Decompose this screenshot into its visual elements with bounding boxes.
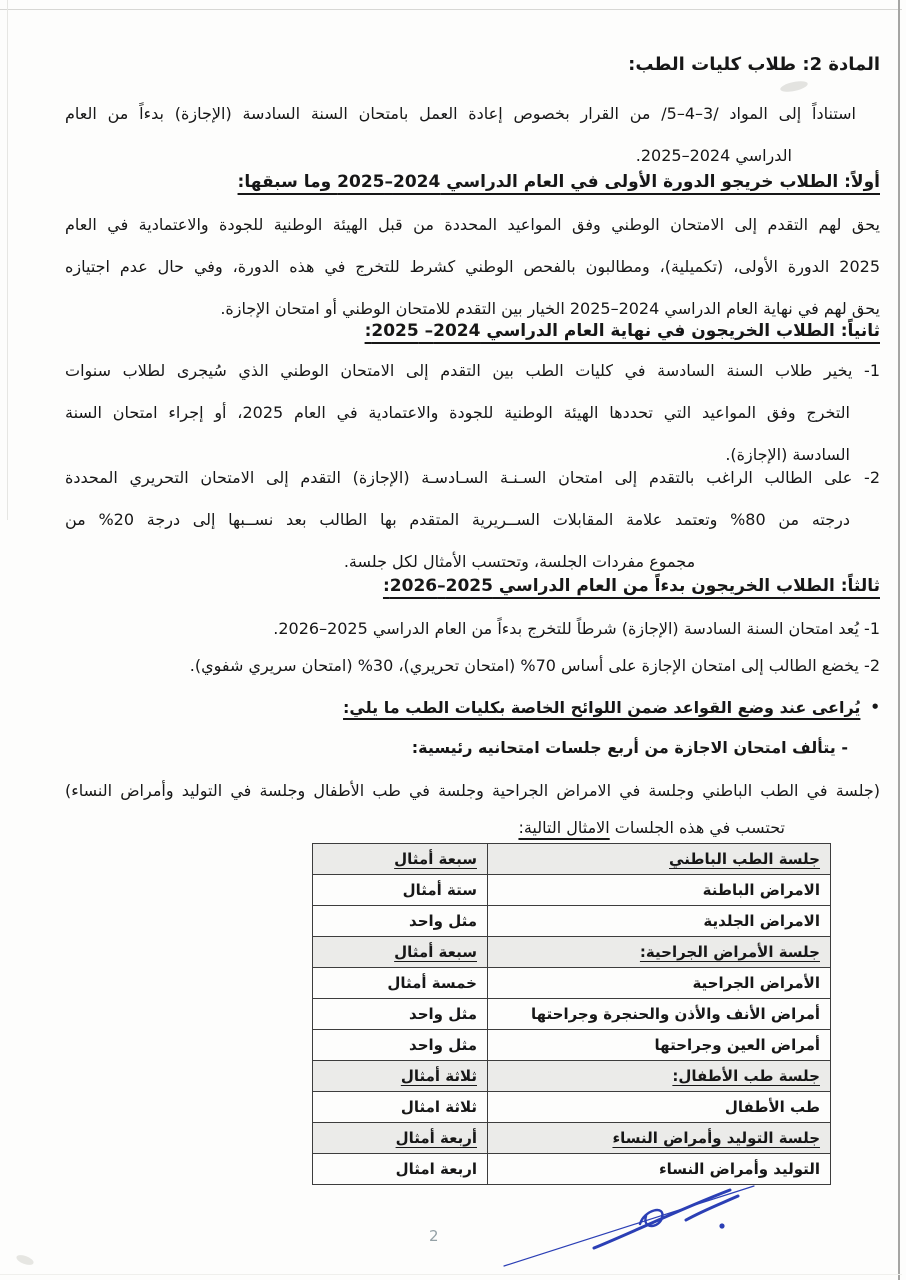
session-name-cell: الأمراض الجراحية <box>488 968 831 999</box>
count-line-prefix: تحتسب في هذه الجلسات <box>609 818 785 837</box>
section-2-item-2 <box>65 457 880 583</box>
session-name-cell: جلسة التوليد وأمراض النساء <box>488 1123 831 1154</box>
scan-edge-right <box>898 0 900 1280</box>
session-name-cell: جلسة الطب الباطني <box>488 844 831 875</box>
signature-dot <box>719 1223 724 1228</box>
section-3-item-2: 2- يخضع الطالب إلى امتحان الإجازة على أساس 70% (امتحان تحريري)، 30% (امتحان سريري شفوي). <box>189 656 880 675</box>
rules-dash-line: - يتألف امتحان الاجازة من أربع جلسات امتحانيه رئيسية: <box>411 738 848 757</box>
signature-stroke <box>504 1186 754 1266</box>
intro-line-2: الدراسي 2024–2025. <box>635 146 792 165</box>
article-title: المادة 2: طلاب كليات الطب: <box>628 54 880 75</box>
session-value-cell: اربعة امثال <box>313 1154 488 1185</box>
table-row <box>313 937 831 968</box>
sessions-table-body <box>313 844 831 1185</box>
section-1-paragraph <box>65 204 880 330</box>
rules-bullet-text: يُراعى عند وضع القواعد ضمن اللوائح الخاصة بكليات الطب ما يلي: <box>343 698 861 717</box>
table-row <box>313 875 831 906</box>
section-2-heading: ثانياً: الطلاب الخريجون في نهاية العام الدراسي 2024– 2025: <box>364 321 880 341</box>
scan-smudge <box>15 1253 35 1267</box>
sessions-description-line: (جلسة في الطب الباطني وجلسة في الامراض الجراحية وجلسة في طب الأطفال وجلسة في التوليد وأمراض النساء) <box>65 781 880 800</box>
page-number: 2 <box>429 1227 439 1245</box>
session-name-cell: التوليد وأمراض النساء <box>488 1154 831 1185</box>
table-row <box>313 1123 831 1154</box>
count-line-underlined: الامثال التالية: <box>518 818 610 837</box>
session-name-cell: أمراض العين وجراحتها <box>488 1030 831 1061</box>
section-2-item-1-line-2: التخرج وفق المواعيد التي تحددها الهيئة الوطنية للجودة والاعتمادية في العام 2025، أو إجراء امتحان السنة <box>65 403 851 422</box>
rules-bullet-line <box>65 686 880 729</box>
table-row <box>313 999 831 1030</box>
session-value-cell: مثل واحد <box>313 999 488 1030</box>
bullet-icon: • <box>870 698 880 716</box>
section-2-item-1-line-3: السادسة (الإجازة). <box>725 445 850 464</box>
section-3-item-1: 1- يُعد امتحان السنة السادسة (الإجازة) شرطاً للتخرج بدءاً من العام الدراسي 2025–2026. <box>273 619 880 638</box>
section-2-item-2-line-2: درجته من 80% وتعتمد علامة المقابلات الســريرية المتقدم بها الطالب بعد نســبها إلى درجة 20% من <box>65 510 850 529</box>
session-value-cell: سبعة أمثال <box>313 844 488 875</box>
session-value-cell: مثل واحد <box>313 906 488 937</box>
session-name-cell: أمراض الأنف والأذن والحنجرة وجراحتها <box>488 999 831 1030</box>
scan-edge-top <box>0 9 902 10</box>
session-name-cell: طب الأطفال <box>488 1092 831 1123</box>
session-value-cell: ستة أمثال <box>313 875 488 906</box>
session-value-cell: سبعة أمثال <box>313 937 488 968</box>
scan-edge-bottom <box>0 1274 902 1275</box>
section-2-item-2-line-3: مجموع مفردات الجلسة، وتحتسب الأمثال لكل جلسة. <box>343 552 696 571</box>
section-1-line-2: 2025 الدورة الأولى، (تكميلية)، ومطالبون بالفحص الوطني كشرط للتخرج في هذه الدورة، وفي حال عدم اجتيازه <box>65 257 880 276</box>
table-row <box>313 968 831 999</box>
section-1-line-1: يحق لهم التقدم إلى الامتحان الوطني وفق المواعيد المحددة من قبل الهيئة الوطنية للجودة والاعتمادية في العام <box>65 215 880 234</box>
table-row <box>313 844 831 875</box>
section-1-line-3: يحق لهم في نهاية العام الدراسي 2024–2025 الخيار بين التقدم للامتحان الوطني أو امتحان الإجازة. <box>220 299 880 318</box>
section-3-heading: ثالثاً: الطلاب الخريجون بدءاً من العام الدراسي 2025–2026: <box>382 576 880 596</box>
session-value-cell: أربعة أمثال <box>313 1123 488 1154</box>
table-row <box>313 1030 831 1061</box>
section-2-item-2-line-1: 2- على الطالب الراغب بالتقدم إلى امتحان السـنـة السـادسـة (الإجازة) التقدم إلى الامتحان التحريري المحددة <box>65 468 880 487</box>
session-value-cell: ثلاثة امثال <box>313 1092 488 1123</box>
session-name-cell: جلسة طب الأطفال: <box>488 1061 831 1092</box>
table-row <box>313 1061 831 1092</box>
handwritten-signature <box>498 1174 788 1274</box>
section-2-item-1-line-1: 1- يخير طلاب السنة السادسة في كليات الطب بين التقدم إلى الامتحان الوطني الذي سُيجرى لطلاب سنوات <box>65 361 880 380</box>
table-row <box>313 906 831 937</box>
session-value-cell: ثلاثة أمثال <box>313 1061 488 1092</box>
session-name-cell: جلسة الأمراض الجراحية: <box>488 937 831 968</box>
intro-line-1: استناداً إلى المواد /3–4–5/ من القرار بخصوص إعادة العمل بامتحان السنة السادسة (الإجازة) بدءاً من العام <box>65 104 856 123</box>
session-name-cell: الامراض الجلدية <box>488 906 831 937</box>
table-row <box>313 1092 831 1123</box>
session-value-cell: خمسة أمثال <box>313 968 488 999</box>
session-name-cell: الامراض الباطنة <box>488 875 831 906</box>
intro-paragraph <box>65 93 880 177</box>
scan-smudge <box>779 79 808 94</box>
section-1-heading: أولاً: الطلاب خريجو الدورة الأولى في العام الدراسي 2024–2025 وما سبقها: <box>237 172 880 192</box>
scan-edge-left <box>7 0 8 520</box>
sessions-table <box>312 843 831 1185</box>
session-value-cell: مثل واحد <box>313 1030 488 1061</box>
